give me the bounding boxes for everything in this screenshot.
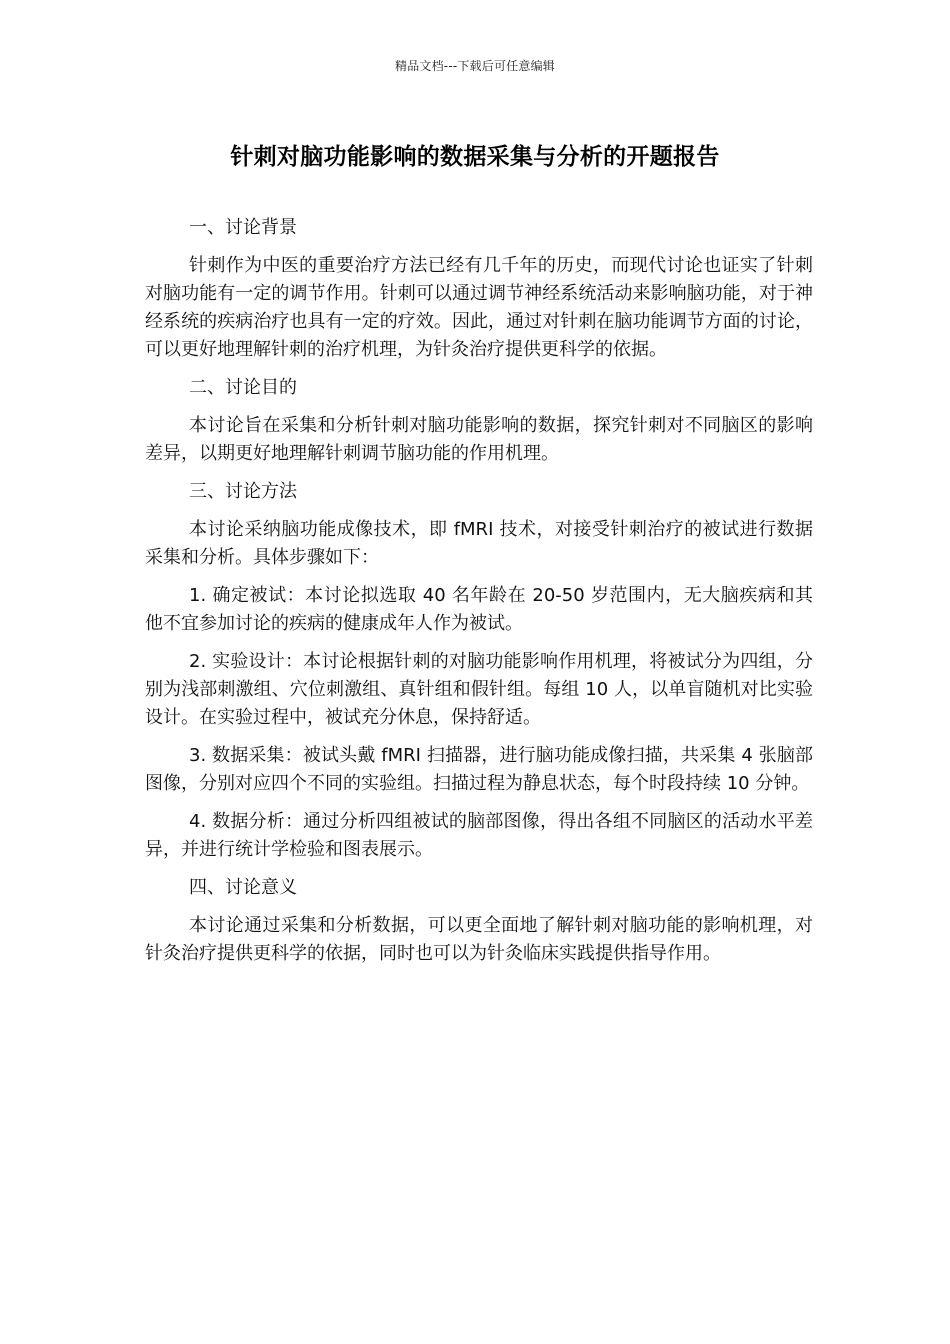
paragraph-step-4: 4. 数据分析：通过分析四组被试的脑部图像，得出各组不同脑区的活动水平差异，并进行统计学检验和图表展示。 <box>145 811 813 860</box>
paragraph-methods-intro: 本讨论采纳脑功能成像技术，即 fMRI 技术，对接受针刺治疗的被试进行数据采集和分析。具体步骤如下： <box>145 519 813 568</box>
paragraph-purpose: 本讨论旨在采集和分析针刺对脑功能影响的数据，探究针刺对不同脑区的影响差异，以期更好地理解针刺调节脑功能的作用机理。 <box>145 415 813 464</box>
section-heading-methods: 三、讨论方法 <box>189 481 297 502</box>
document-body <box>145 214 813 978</box>
document-title: 针刺对脑功能影响的数据采集与分析的开题报告 <box>230 144 720 170</box>
header-note: 精品文档---下载后可任意编辑 <box>395 59 555 73</box>
paragraph-significance: 本讨论通过采集和分析数据，可以更全面地了解针刺对脑功能的影响机理，对针灸治疗提供更科学的依据，同时也可以为针灸临床实践提供指导作用。 <box>145 915 813 964</box>
paragraph-step-3: 3. 数据采集：被试头戴 fMRI 扫描器，进行脑功能成像扫描，共采集 4 张脑部图像，分别对应四个不同的实验组。扫描过程为静息状态，每个时段持续 10 分钟。 <box>145 745 813 794</box>
section-heading-purpose: 二、讨论目的 <box>189 377 297 398</box>
paragraph-step-1: 1. 确定被试：本讨论拟选取 40 名年龄在 20-50 岁范围内，无大脑疾病和其他不宜参加讨论的疾病的健康成年人作为被试。 <box>145 585 813 634</box>
paragraph-background: 针刺作为中医的重要治疗方法已经有几千年的历史，而现代讨论也证实了针刺对脑功能有一定的调节作用。针刺可以通过调节神经系统活动来影响脑功能，对于神经系统的疾病治疗也具有一定的疗效。因此，通过对针刺在脑功能调节方面的讨论，可以更好地理解针刺的治疗机理，为针灸治疗提供更科学的依据。 <box>145 255 813 360</box>
section-heading-background: 一、讨论背景 <box>189 217 297 238</box>
paragraph-step-2: 2. 实验设计：本讨论根据针刺的对脑功能影响作用机理，将被试分为四组，分别为浅部刺激组、穴位刺激组、真针组和假针组。每组 10 人，以单盲随机对比实验设计。在实验过程中，被试充分休息，保持舒适。 <box>145 651 813 728</box>
section-heading-significance: 四、讨论意义 <box>189 877 297 898</box>
